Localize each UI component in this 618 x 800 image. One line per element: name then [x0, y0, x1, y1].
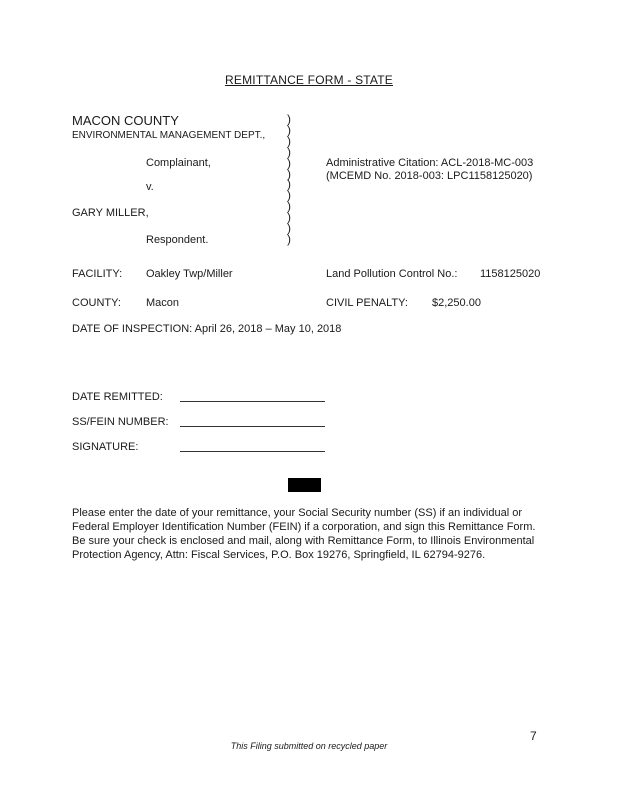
- paren: ): [287, 122, 291, 137]
- inspection-date: DATE OF INSPECTION: April 26, 2018 – May 10, 2018: [72, 323, 342, 335]
- paren: ): [287, 177, 291, 192]
- ssfein-field[interactable]: [180, 426, 325, 427]
- caption-paren-column: [287, 114, 291, 245]
- paren: ): [287, 112, 291, 126]
- paren: ): [287, 166, 291, 181]
- caption-versus: v.: [146, 181, 154, 193]
- caption-complainant: Complainant,: [146, 157, 211, 169]
- county-label: COUNTY:: [72, 297, 121, 309]
- lpc-label: Land Pollution Control No.:: [326, 268, 458, 280]
- date-remitted-label: DATE REMITTED:: [72, 391, 163, 403]
- instructions-line: Be sure your check is enclosed and mail, along with Remittance Form, to Illinois Environmental: [72, 535, 535, 547]
- instructions-line: Protection Agency, Attn: Fiscal Services, P.O. Box 19276, Springfield, IL 62794-9276.: [72, 549, 486, 561]
- paren: ): [287, 133, 291, 148]
- paren: ): [287, 144, 291, 159]
- citation-line-1: Administrative Citation: ACL-2018-MC-003: [326, 157, 534, 169]
- redaction-box: [288, 478, 321, 492]
- page-title: REMITTANCE FORM - STATE: [225, 73, 393, 87]
- citation-line-2: (MCEMD No. 2018-003: LPC1158125020): [326, 170, 533, 182]
- paren: ): [287, 188, 291, 203]
- footer-note: This Filing submitted on recycled paper: [230, 741, 388, 751]
- caption-respondent: Respondent.: [146, 234, 209, 246]
- signature-field[interactable]: [180, 451, 325, 452]
- penalty-value: $2,250.00: [432, 297, 481, 309]
- caption-respondent-name: GARY MILLER,: [72, 207, 149, 219]
- facility-value: Oakley Twp/Miller: [146, 268, 233, 280]
- ssfein-label: SS/FEIN NUMBER:: [72, 416, 169, 428]
- lpc-value: 1158125020: [480, 268, 541, 280]
- instructions-paragraph: [72, 506, 552, 562]
- paren: ): [287, 199, 291, 214]
- instructions-line: Please enter the date of your remittance, your Social Security number (SS) if an individual or: [72, 507, 523, 519]
- paren: ): [287, 221, 291, 236]
- paren: ): [287, 231, 291, 246]
- caption-dept: ENVIRONMENTAL MANAGEMENT DEPT.,: [72, 130, 266, 141]
- page-number: 7: [530, 729, 537, 743]
- paren: ): [287, 155, 291, 170]
- instructions-line: Federal Employer Identification Number (FEIN) if a corporation, and sign this Remittance Form.: [72, 521, 536, 533]
- paren: ): [287, 210, 291, 225]
- facility-label: FACILITY:: [72, 268, 123, 280]
- signature-label: SIGNATURE:: [72, 441, 139, 453]
- date-remitted-field[interactable]: [180, 401, 325, 402]
- caption-county: MACON COUNTY: [72, 113, 179, 128]
- county-value: Macon: [146, 297, 180, 309]
- penalty-label: CIVIL PENALTY:: [326, 297, 408, 309]
